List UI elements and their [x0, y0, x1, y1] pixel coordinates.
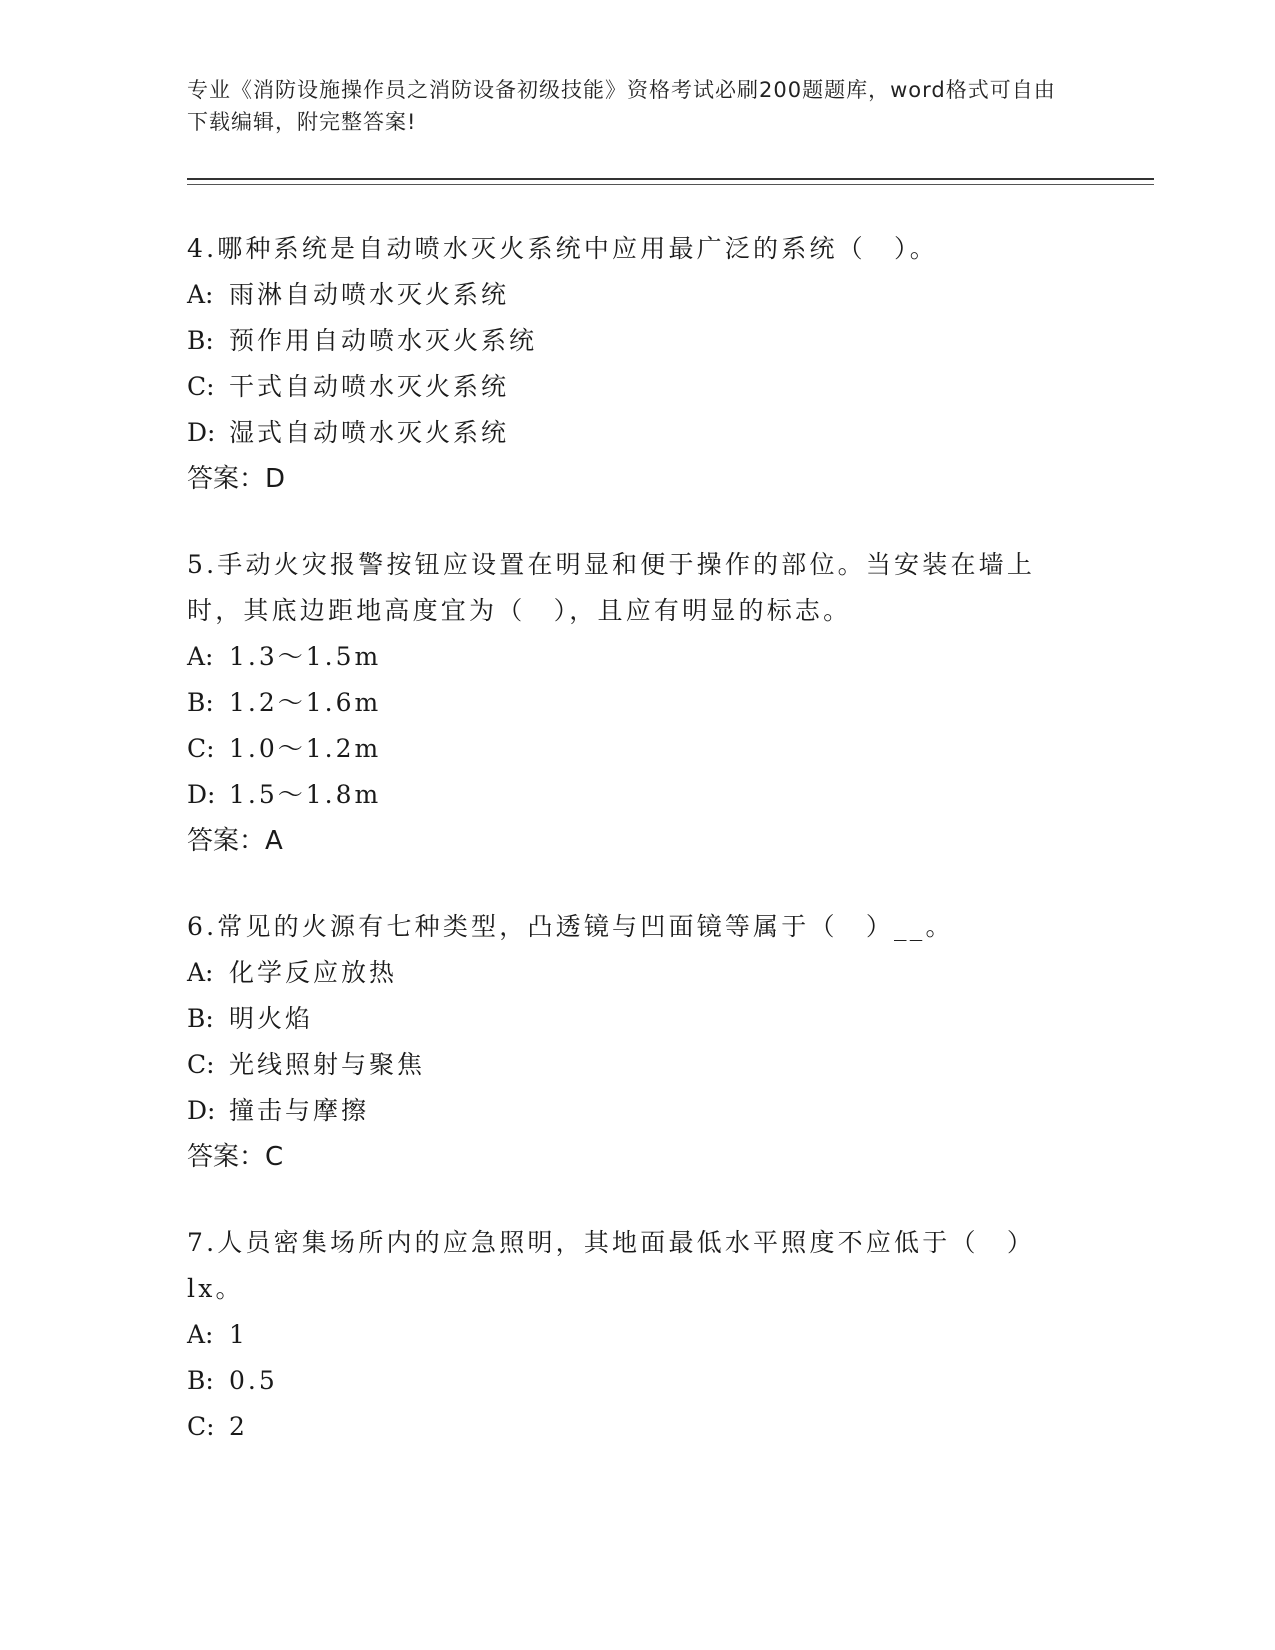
- header-divider-thin: [187, 184, 1154, 185]
- option-a: [187, 272, 1067, 318]
- option-letter: D:: [187, 1096, 216, 1125]
- option-text: 1.2～1.6m: [229, 688, 382, 717]
- option-b: [187, 996, 1067, 1042]
- option-letter: C:: [187, 1050, 215, 1079]
- option-letter: A:: [187, 642, 214, 671]
- question-5: [187, 542, 1067, 864]
- option-letter: B:: [187, 1004, 214, 1033]
- document-header: [187, 74, 1067, 138]
- answer-line: 答案：D: [187, 464, 286, 494]
- option-text: 雨淋自动喷水灭火系统: [229, 280, 510, 309]
- header-divider: [187, 178, 1154, 180]
- question-stem: 5.手动火灾报警按钮应设置在明显和便于操作的部位。当安装在墙上时，其底边距地高度宜为（ ），且应有明显的标志。: [187, 550, 1036, 625]
- question-stem: 7.人员密集场所内的应急照明，其地面最低水平照度不应低于（ ）lx。: [187, 1228, 1036, 1303]
- answer-line: 答案：A: [187, 826, 283, 856]
- question-4: [187, 226, 1067, 502]
- option-text: 明火焰: [229, 1004, 314, 1033]
- option-b: [187, 318, 1067, 364]
- option-text: 1.0～1.2m: [229, 734, 382, 763]
- option-text: 0.5: [229, 1366, 278, 1395]
- option-text: 预作用自动喷水灭火系统: [229, 326, 538, 355]
- option-text: 1.5～1.8m: [229, 780, 382, 809]
- header-title: 专业《消防设施操作员之消防设备初级技能》资格考试必刷200题题库，word格式可自由下载编辑，附完整答案!: [187, 78, 1056, 134]
- option-text: 化学反应放热: [229, 958, 398, 987]
- option-text: 1.3～1.5m: [229, 642, 382, 671]
- option-letter: D:: [187, 780, 216, 809]
- option-text: 湿式自动喷水灭火系统: [229, 418, 510, 447]
- option-d: [187, 410, 1067, 456]
- option-letter: C:: [187, 1412, 215, 1441]
- option-letter: D:: [187, 418, 216, 447]
- option-text: 干式自动喷水灭火系统: [229, 372, 510, 401]
- option-d: [187, 1088, 1067, 1134]
- question-list: [187, 226, 1067, 1490]
- option-d: [187, 772, 1067, 818]
- option-letter: B:: [187, 1366, 214, 1395]
- option-c: [187, 1042, 1067, 1088]
- option-letter: A:: [187, 280, 214, 309]
- option-text: 撞击与摩擦: [229, 1096, 370, 1125]
- option-letter: B:: [187, 326, 214, 355]
- option-b: [187, 680, 1067, 726]
- option-text: 2: [229, 1412, 248, 1441]
- question-stem: 4.哪种系统是自动喷水灭火系统中应用最广泛的系统（ ）。: [187, 234, 938, 263]
- option-a: [187, 950, 1067, 996]
- option-c: [187, 364, 1067, 410]
- option-a: [187, 634, 1067, 680]
- option-text: 光线照射与聚焦: [229, 1050, 426, 1079]
- option-b: [187, 1358, 1067, 1404]
- question-7: [187, 1220, 1067, 1450]
- option-c: [187, 726, 1067, 772]
- option-a: [187, 1312, 1067, 1358]
- option-c: [187, 1404, 1067, 1450]
- question-stem: 6.常见的火源有七种类型，凸透镜与凹面镜等属于（ ）__。: [187, 912, 954, 941]
- question-6: [187, 904, 1067, 1180]
- answer-line: 答案：C: [187, 1142, 284, 1172]
- option-letter: C:: [187, 372, 215, 401]
- option-letter: C:: [187, 734, 215, 763]
- option-letter: A:: [187, 1320, 214, 1349]
- option-text: 1: [229, 1320, 248, 1349]
- option-letter: B:: [187, 688, 214, 717]
- option-letter: A:: [187, 958, 214, 987]
